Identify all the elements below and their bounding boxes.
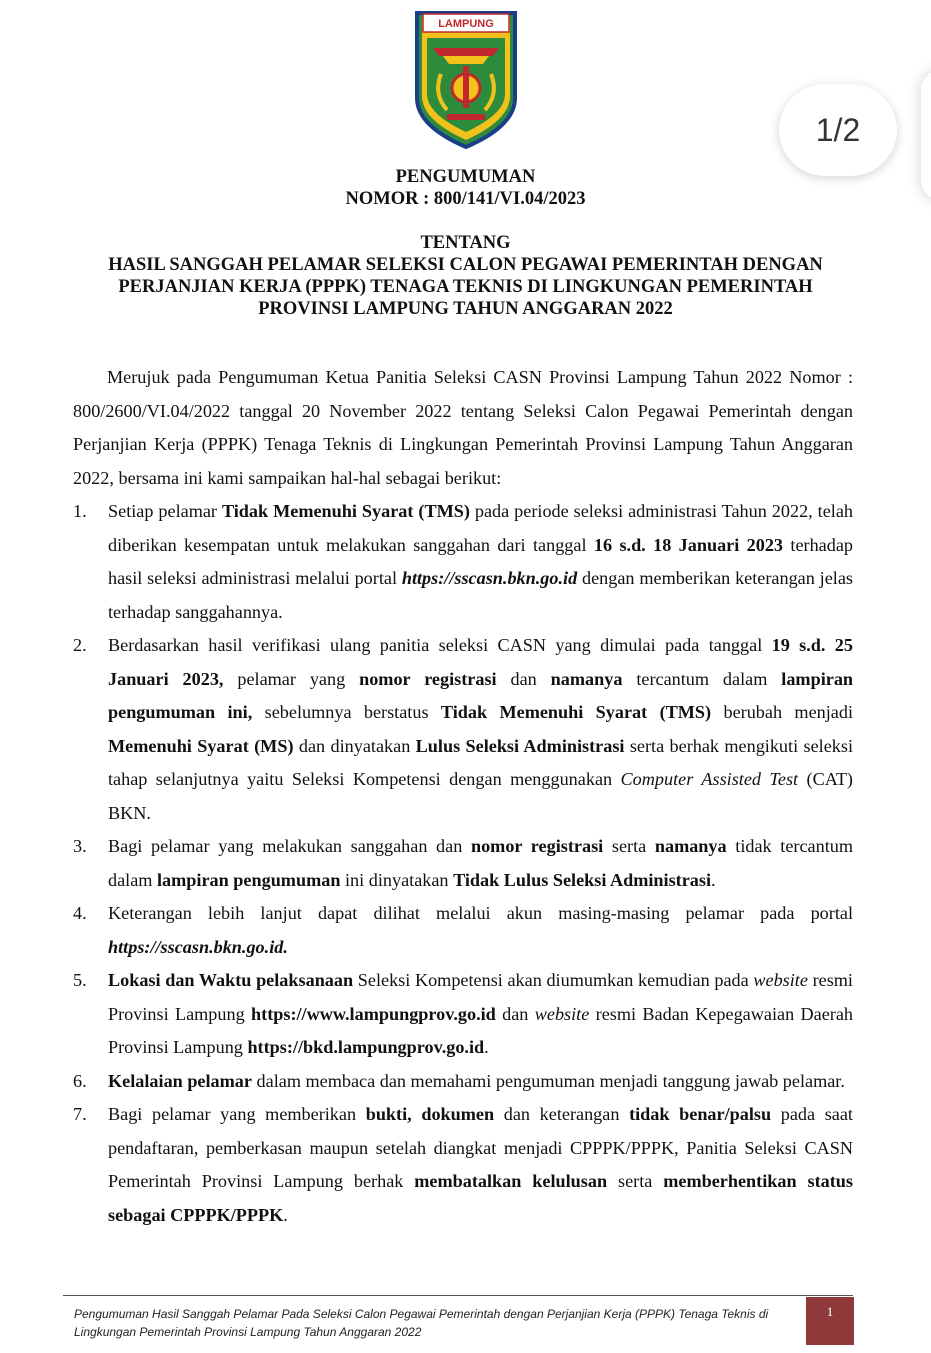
list-item-text: Kelalaian pelamar dalam membaca dan memahami pengumuman menjadi tanggung jawab pelamar.	[108, 1070, 845, 1091]
footer-text: Pengumuman Hasil Sanggah Pelamar Pada Seleksi Calon Pegawai Pemerintah dengan Perjanjian Kerja (PPPK) Tenaga Teknis di Lingkungan Pemerintah Provinsi Lampung Tahun Anggaran 2022	[74, 1307, 769, 1339]
intro-paragraph: Merujuk pada Pengumuman Ketua Panitia Seleksi CASN Provinsi Lampung Tahun 2022 Nomor : 800/2600/VI.04/2022 tanggal 20 November 2022 tentang Seleksi Calon Pegawai Pemerintah dengan Perjanjian Kerja (PPPK) Tenaga Teknis di Lingkungan Pemerintah Provinsi Lampung Tahun Anggaran 2022, bersama ini kami sampaikan hal-hal sebagai berikut:	[73, 367, 853, 488]
list-item-text: Bagi pelamar yang melakukan sanggahan dan nomor registrasi serta namanya tidak tercantum dalam lampiran pengumuman ini dinyatakan Tidak Lulus Seleksi Administrasi.	[108, 836, 853, 890]
list-item	[73, 1098, 853, 1232]
subject-line-3: PROVINSI LAMPUNG TAHUN ANGGARAN 2022	[258, 299, 673, 319]
announcement-subject	[60, 232, 871, 320]
list-item-text: Setiap pelamar Tidak Memenuhi Syarat (TMS) pada periode seleksi administrasi Tahun 2022, telah diberikan kesempatan untuk melakukan sanggahan dari tanggal 16 s.d. 18 Januari 2023 terhadap hasil seleksi administrasi melalui portal https://sscasn.bkn.go.id dengan memberikan keterangan jelas terhadap sanggahannya.	[108, 501, 854, 622]
list-item-text: Lokasi dan Waktu pelaksanaan Seleksi Kompetensi akan diumumkan kemudian pada website resmi Provinsi Lampung https://www.lampungprov.go.id dan website resmi Badan Kepegawaian Daerah Provinsi Lampung https://bkd.lampungprov.go.id.	[108, 970, 854, 1057]
announcement-number: NOMOR : 800/141/VI.04/2023	[345, 189, 586, 209]
list-item	[73, 897, 853, 964]
list-item	[73, 1065, 853, 1099]
list-item	[73, 495, 853, 629]
list-item-text: Berdasarkan hasil verifikasi ulang panitia seleksi CASN yang dimulai pada tanggal 19 s.d. 25 Januari 2023, pelamar yang nomor registrasi dan namanya tercantum dalam lampiran pengumuman ini, sebelumnya berstatus Tidak Memenuhi Syarat (TMS) berubah menjadi Memenuhi Syarat (MS) dan dinyatakan Lulus Seleksi Administrasi serta berhak mengikuti seleksi tahap selanjutnya yaitu Seleksi Kompetensi dengan menggunakan Computer Assisted Test (CAT) BKN.	[108, 635, 854, 823]
list-item	[73, 629, 853, 830]
list-item-text: Keterangan lebih lanjut dapat dilihat melalui akun masing-masing pelamar pada portal https://sscasn.bkn.go.id.	[108, 903, 853, 957]
list-item-text: Bagi pelamar yang memberikan bukti, dokumen dan keterangan tidak benar/palsu pada saat pendaftaran, pemberkasan maupun setelah diangkat menjadi CPPPK/PPPK, Panitia Seleksi CASN Pemerintah Provinsi Lampung berhak membatalkan kelulusan serta memberhentikan status sebagai CPPPK/PPPK.	[108, 1104, 853, 1225]
page-indicator-badge: 1/2	[779, 84, 897, 176]
subject-about: TENTANG	[420, 233, 511, 253]
list-item-number: 6.	[73, 1070, 87, 1091]
footer-divider	[63, 1295, 853, 1296]
subject-line-2: PERJANJIAN KERJA (PPPK) TENAGA TEKNIS DI LINGKUNGAN PEMERINTAH	[118, 277, 813, 297]
subject-line-1: HASIL SANGGAH PELAMAR SELEKSI CALON PEGAWAI PEMERINTAH DENGAN	[108, 255, 823, 275]
edge-decoration	[921, 70, 931, 200]
announcement-list	[73, 495, 853, 1232]
footer-page-number: 1	[806, 1297, 854, 1345]
list-item-number: 2.	[73, 635, 87, 655]
list-item	[73, 830, 853, 897]
announcement-heading	[60, 166, 871, 210]
list-item-number: 1.	[73, 501, 87, 521]
list-item-number: 4.	[73, 903, 87, 923]
lampung-coat-of-arms-logo	[413, 10, 519, 150]
list-item-number: 5.	[73, 970, 87, 990]
list-item-number: 3.	[73, 836, 87, 856]
logo-label: LAMPUNG	[438, 18, 494, 30]
list-item-number: 7.	[73, 1104, 87, 1124]
list-item	[73, 964, 853, 1065]
announcement-title: PENGUMUMAN	[395, 167, 536, 187]
